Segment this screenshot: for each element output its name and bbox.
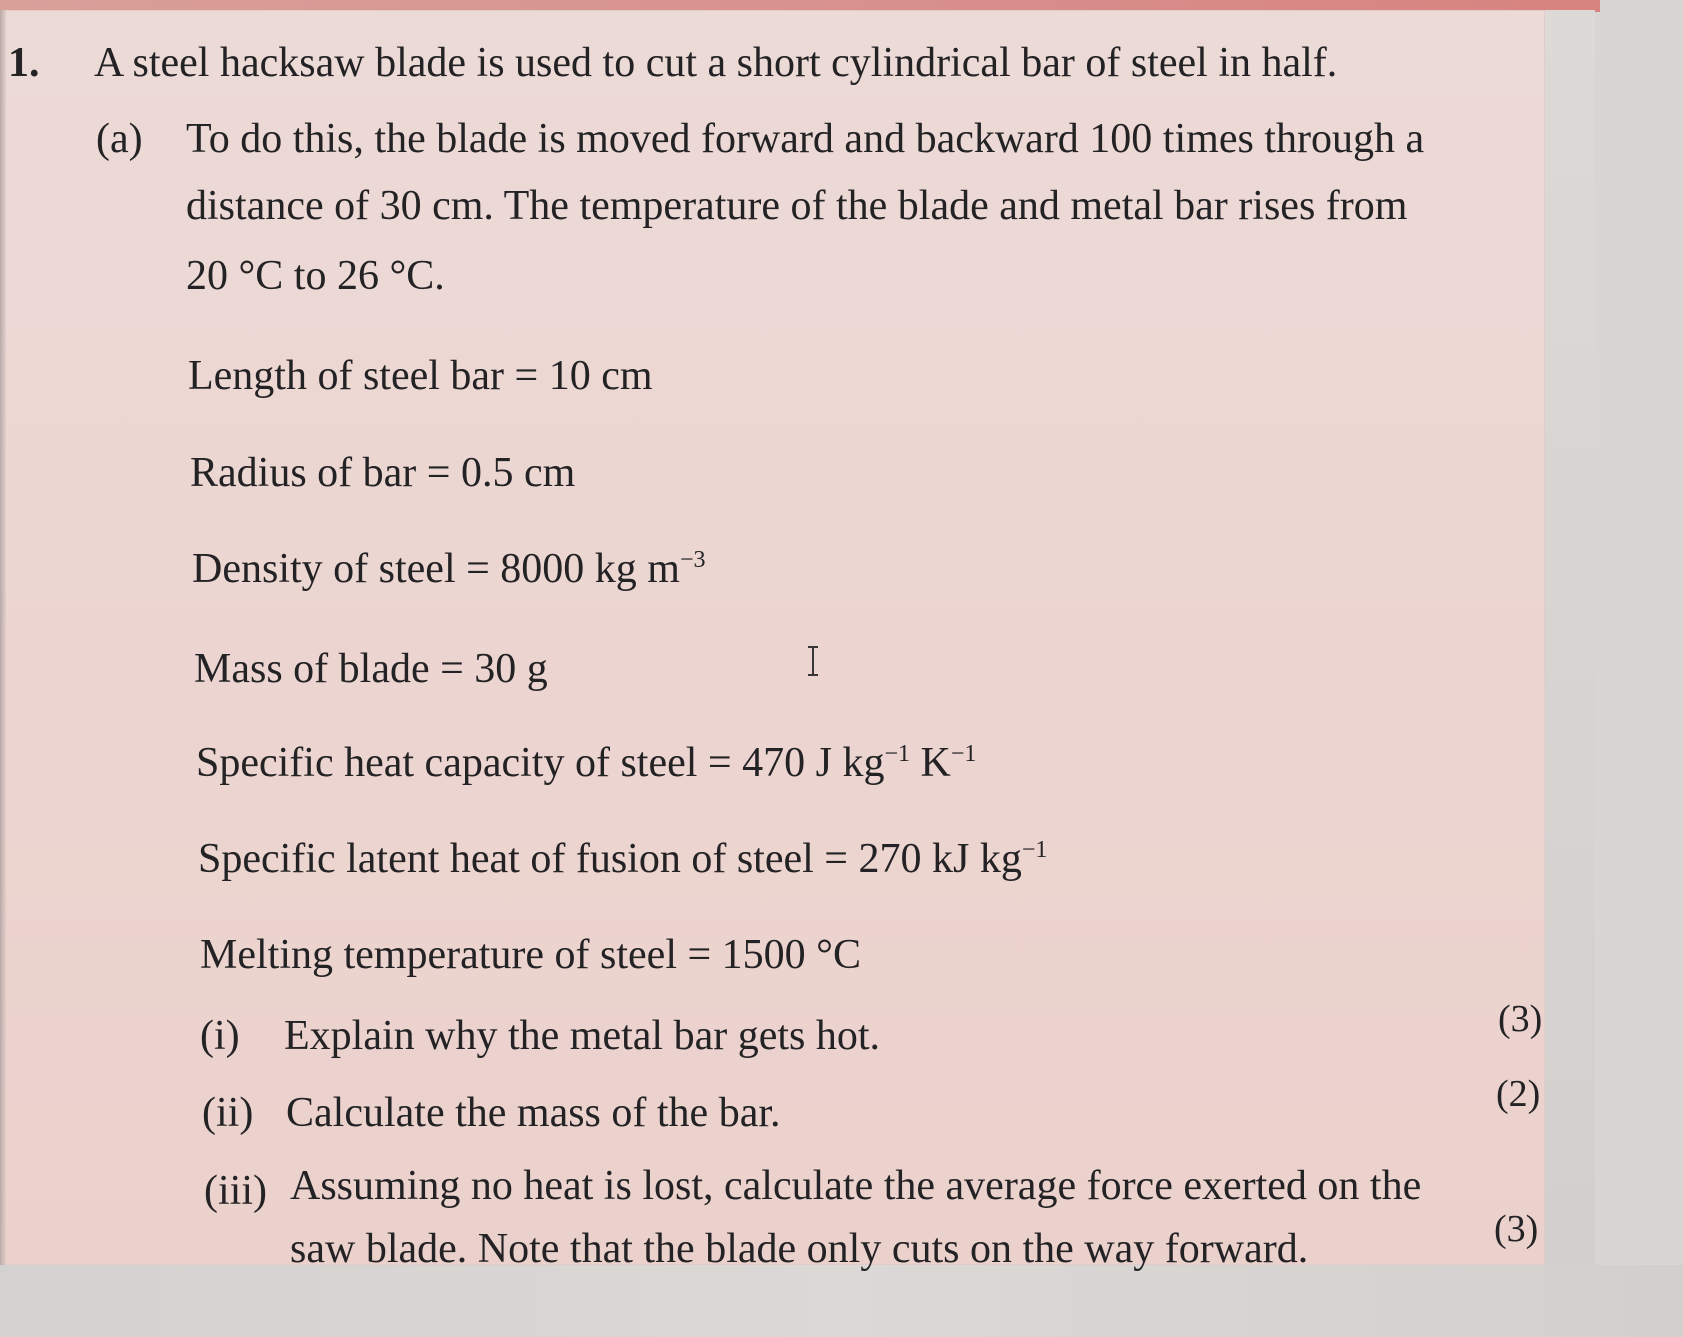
subpart-iii-line-1: Assuming no heat is lost, calculate the average force exerted on the <box>290 1163 1422 1209</box>
part-a-line-1: To do this, the blade is moved forward and backward 100 times through a <box>186 116 1425 162</box>
data-latent-heat: Specific latent heat of fusion of steel = 270 kJ $kg^{-1}$ <box>198 836 1048 882</box>
subpart-i-text: Explain why the metal bar gets hot. <box>284 1013 881 1059</box>
subpart-ii-marks: (2) <box>1496 1073 1541 1115</box>
page-bottom-margin <box>0 1265 1683 1337</box>
part-a-label: (a) <box>96 116 143 162</box>
part-a-line-2: distance of 30 cm. The temperature of the blade and metal bar rises from <box>186 183 1408 229</box>
data-radius: Radius of bar = 0.5 cm <box>190 450 576 496</box>
data-specific-heat: Specific heat capacity of steel = 470 J $kg^{-1}$ $K^{-1}$ <box>196 740 977 786</box>
subpart-iii-line-2: saw blade. Note that the blade only cuts on the way forward. <box>290 1226 1309 1272</box>
subpart-iii-label: (iii) <box>204 1168 267 1214</box>
question-stem: A steel hacksaw blade is used to cut a short cylindrical bar of steel in half. <box>94 40 1338 86</box>
subpart-iii-marks: (3) <box>1494 1208 1539 1250</box>
data-density: Density of steel = 8000 kg $m^{-3}$ <box>192 546 706 592</box>
data-melting-temp: Melting temperature of steel = 1500 °C <box>200 932 861 978</box>
subpart-i-marks: (3) <box>1498 998 1543 1040</box>
data-blade-mass: Mass of blade = 30 g <box>194 646 548 692</box>
page-left-edge <box>0 10 6 1265</box>
part-a-line-3: 20 °C to 26 °C. <box>186 253 445 299</box>
question-number: 1. <box>8 40 40 86</box>
subpart-i-label: (i) <box>200 1013 240 1059</box>
data-length: Length of steel bar = 10 cm <box>188 353 653 399</box>
subpart-ii-label: (ii) <box>202 1090 254 1136</box>
page-margin <box>1545 10 1595 1265</box>
subpart-ii-text: Calculate the mass of the bar. <box>286 1090 781 1136</box>
text-cursor-icon <box>806 646 820 676</box>
